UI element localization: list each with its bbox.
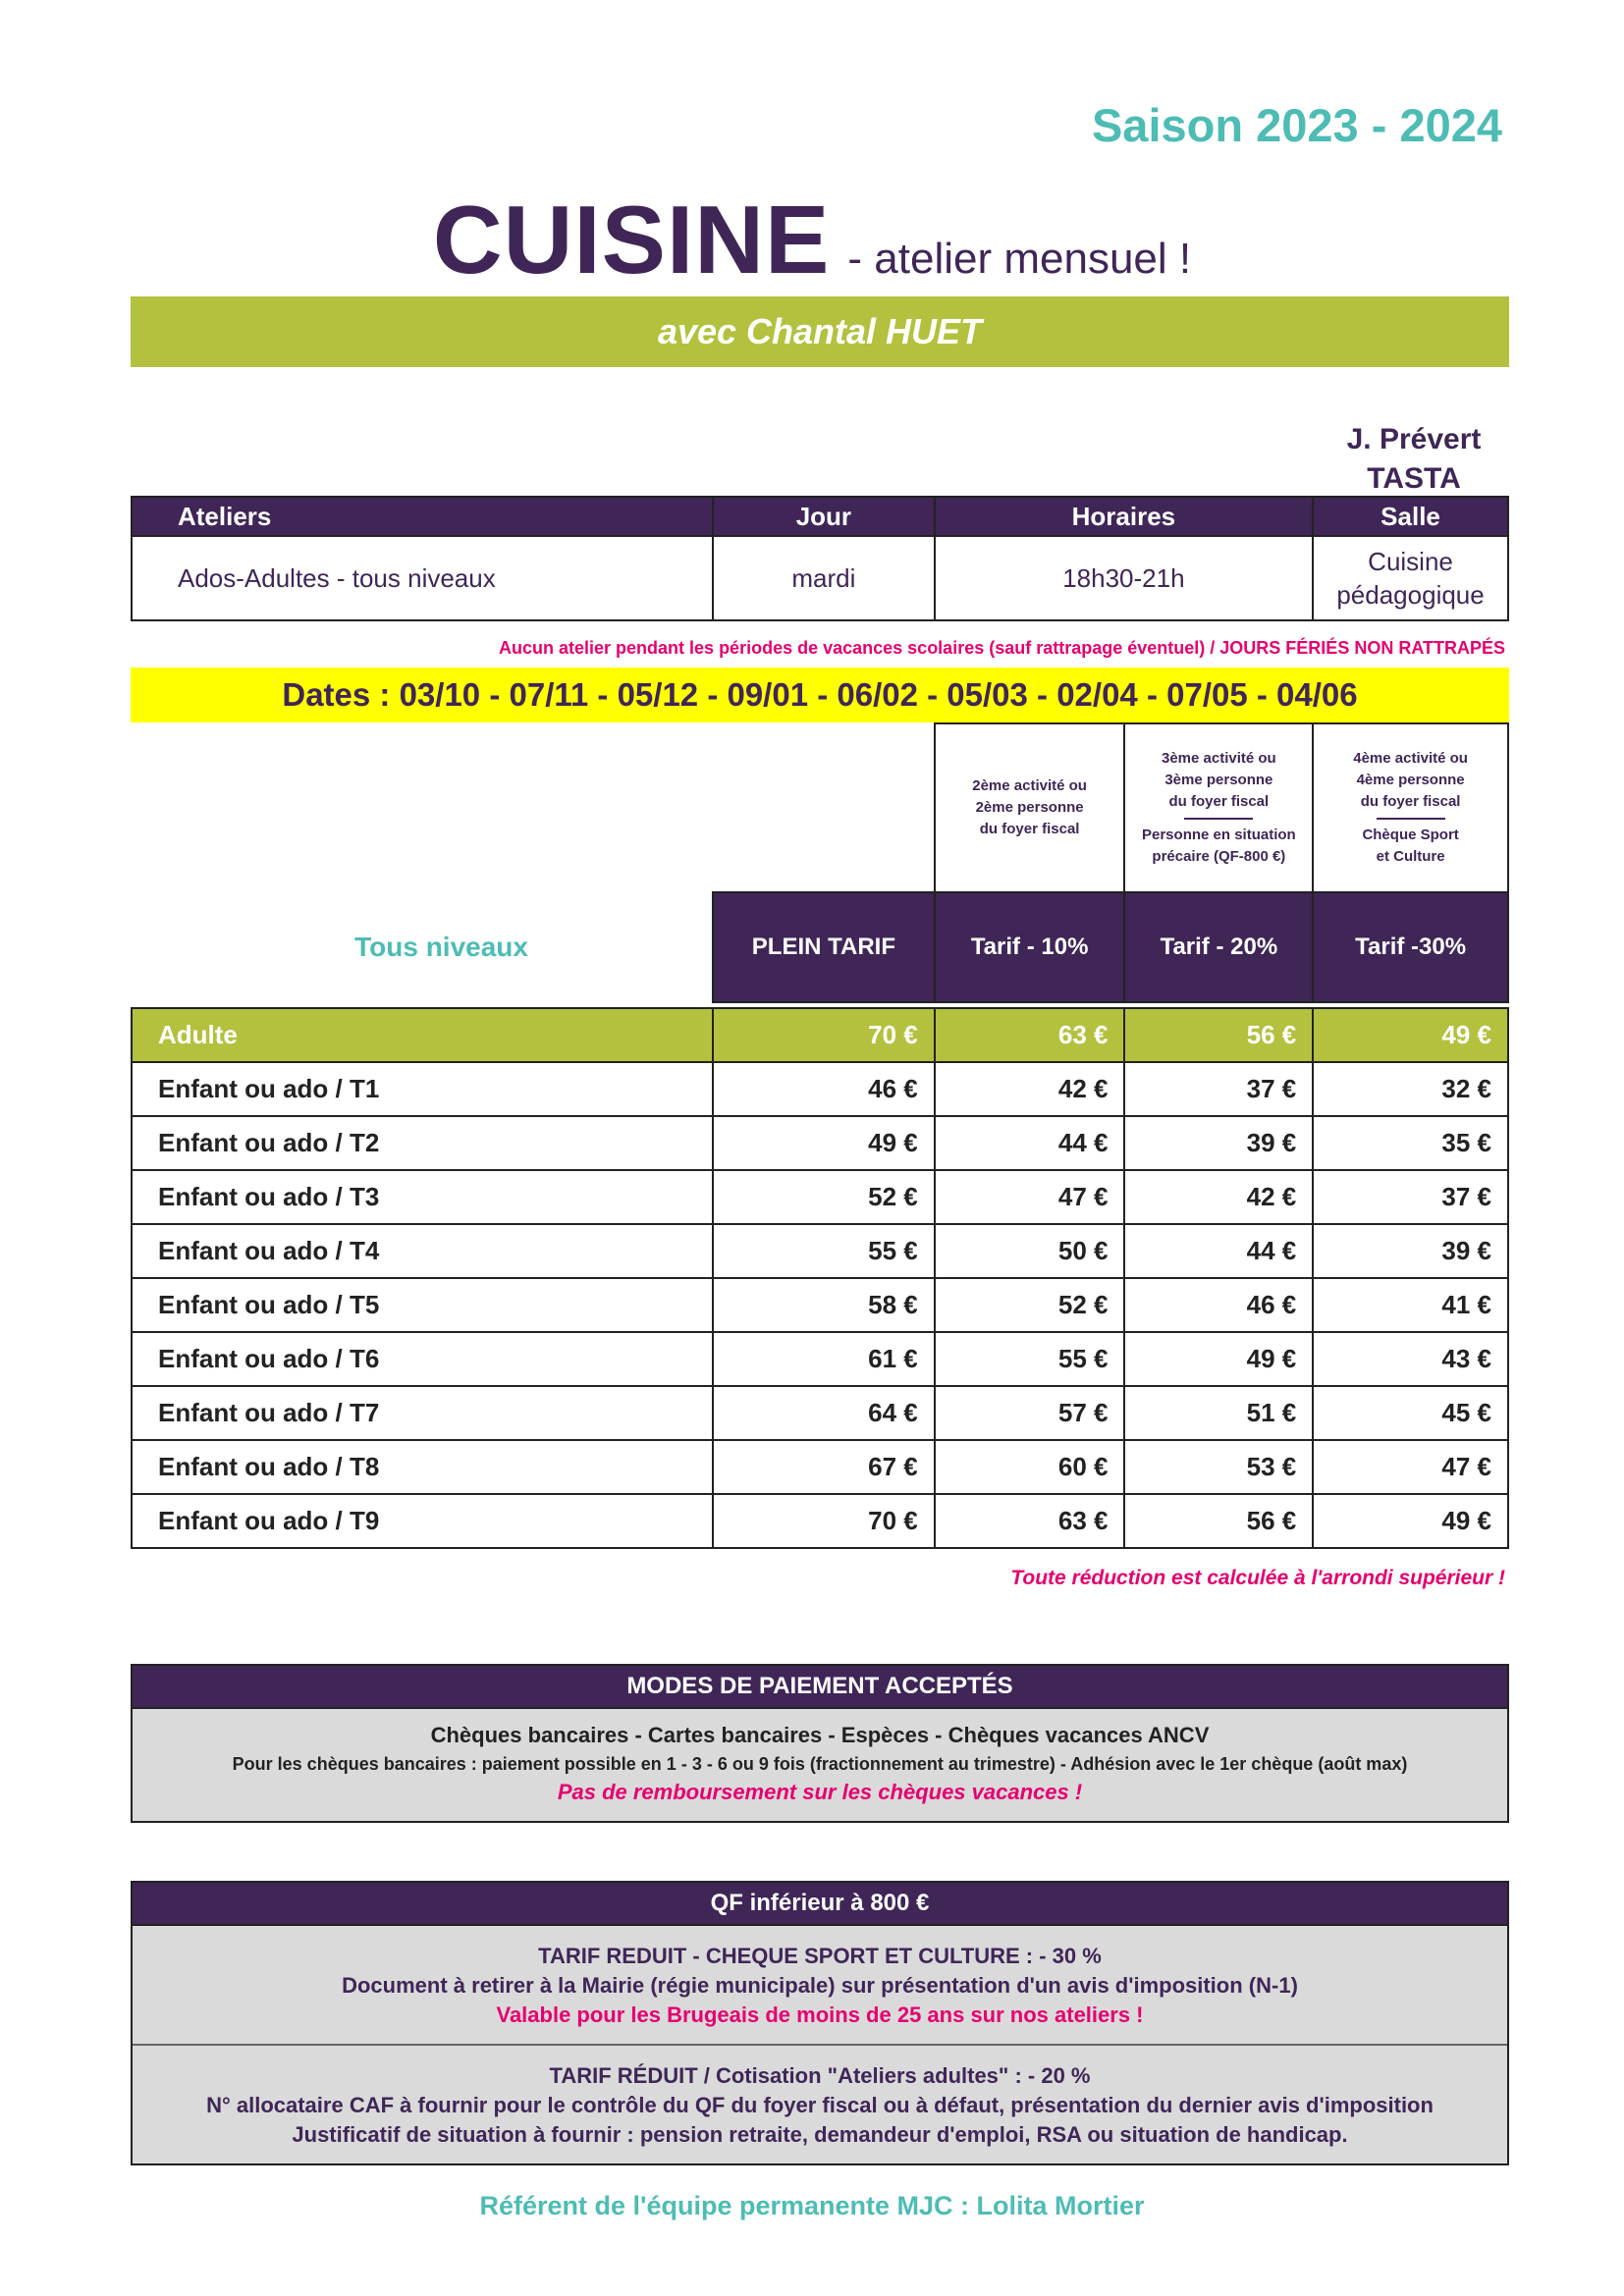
- desc-20-line: du foyer fiscal: [1168, 793, 1270, 810]
- table-row: [132, 1332, 1508, 1386]
- price-cell: 49 €: [1313, 1494, 1508, 1548]
- desc-30-line: 4ème personne: [1356, 772, 1465, 788]
- rounding-note: Toute réduction est calculée à l'arrondi supérieur !: [1010, 1567, 1505, 1589]
- schedule-header-row: [132, 497, 1508, 536]
- qf-box: [131, 1881, 1509, 2165]
- pricing-desc-10: [935, 723, 1125, 892]
- price-cell: 64 €: [713, 1386, 935, 1440]
- title-main: CUISINE: [432, 186, 831, 294]
- holiday-notice: Aucun atelier pendant les périodes de vacances scolaires (sauf rattrapage éventuel) / JOURS FÉRIÉS NON RATTRAPÉS: [499, 638, 1505, 658]
- schedule-jour: mardi: [713, 536, 935, 620]
- schedule-horaires: 18h30-21h: [935, 536, 1313, 620]
- qf-title: QF inférieur à 800 €: [133, 1883, 1507, 1926]
- row-label: Enfant ou ado / T3: [132, 1170, 713, 1224]
- row-label: Enfant ou ado / T1: [132, 1062, 713, 1116]
- price-cell: 55 €: [935, 1332, 1125, 1386]
- table-row: [132, 1170, 1508, 1224]
- qf-s1-line1: TARIF REDUIT - CHEQUE SPORT ET CULTURE : - 30 %: [538, 1944, 1102, 1968]
- price-cell: 63 €: [935, 1008, 1125, 1062]
- desc-30-line: 4ème activité ou: [1353, 750, 1468, 767]
- qf-section-adults: [133, 2044, 1507, 2163]
- venue-label: [1276, 420, 1551, 499]
- price-cell: 61 €: [713, 1332, 935, 1386]
- table-row: [132, 1440, 1508, 1494]
- pricing-table: [131, 722, 1509, 1549]
- footer-referent: Référent de l'équipe permanente MJC : Lolita Mortier: [479, 2191, 1145, 2220]
- price-cell: 63 €: [935, 1494, 1125, 1548]
- price-cell: 39 €: [1313, 1224, 1508, 1278]
- qf-s2-line1: TARIF RÉDUIT / Cotisation "Ateliers adultes" : - 20 %: [549, 2063, 1091, 2088]
- row-label: Enfant ou ado / T7: [132, 1386, 713, 1440]
- col-plein-tarif: PLEIN TARIF: [713, 892, 935, 1002]
- payment-body: [133, 1709, 1507, 1821]
- qf-s2-line2: N° allocataire CAF à fournir pour le contrôle du QF du foyer fiscal ou à défaut, présentation du dernier avis d'imposition: [206, 2093, 1434, 2117]
- price-cell: 70 €: [713, 1494, 935, 1548]
- col-tarif-20: Tarif - 20%: [1124, 892, 1313, 1002]
- price-cell: 49 €: [1124, 1332, 1313, 1386]
- price-cell: 47 €: [935, 1170, 1125, 1224]
- price-cell: 37 €: [1124, 1062, 1313, 1116]
- desc-20-line: 3ème activité ou: [1162, 750, 1276, 767]
- pricing-rows: [132, 1008, 1508, 1548]
- price-cell: 44 €: [1124, 1224, 1313, 1278]
- price-cell: 55 €: [713, 1224, 935, 1278]
- row-label: Enfant ou ado / T8: [132, 1440, 713, 1494]
- price-cell: 47 €: [1313, 1440, 1508, 1494]
- desc-10-line: 2ème activité ou: [972, 777, 1087, 794]
- price-cell: 41 €: [1313, 1278, 1508, 1332]
- price-cell: 57 €: [935, 1386, 1125, 1440]
- price-cell: 58 €: [713, 1278, 935, 1332]
- row-label: Enfant ou ado / T2: [132, 1116, 713, 1170]
- qf-s1-line3: Valable pour les Brugeais de moins de 25 ans sur nos ateliers !: [496, 2002, 1144, 2027]
- dates-bar: Dates : 03/10 - 07/11 - 05/12 - 09/01 - 06/02 - 05/03 - 02/04 - 07/05 - 04/06: [131, 667, 1509, 722]
- season-label: Saison 2023 - 2024: [1091, 99, 1502, 151]
- schedule-header-ateliers: Ateliers: [132, 497, 713, 536]
- price-cell: 39 €: [1124, 1116, 1313, 1170]
- divider: [1184, 818, 1253, 820]
- price-cell: 70 €: [713, 1008, 935, 1062]
- schedule-table: [131, 496, 1509, 621]
- row-label: Adulte: [132, 1008, 713, 1062]
- price-cell: 52 €: [935, 1278, 1125, 1332]
- price-cell: 42 €: [935, 1062, 1125, 1116]
- price-cell: 56 €: [1124, 1494, 1313, 1548]
- schedule-header-salle: Salle: [1313, 497, 1508, 536]
- title-subtitle: - atelier mensuel !: [847, 235, 1192, 283]
- price-cell: 49 €: [1313, 1008, 1508, 1062]
- payment-title: MODES DE PAIEMENT ACCEPTÉS: [133, 1666, 1507, 1709]
- table-row: [132, 1224, 1508, 1278]
- price-cell: 56 €: [1124, 1008, 1313, 1062]
- price-cell: 52 €: [713, 1170, 935, 1224]
- payment-methods: Chèques bancaires - Cartes bancaires - Espèces - Chèques vacances ANCV: [430, 1723, 1210, 1747]
- schedule-row: [132, 536, 1508, 620]
- price-cell: 49 €: [713, 1116, 935, 1170]
- payment-cheque-info: Pour les chèques bancaires : paiement possible en 1 - 3 - 6 ou 9 fois (fractionnement au trimestre) - Adhésion avec le 1er chèque (août max): [232, 1754, 1408, 1774]
- venue-line-2: TASTA: [1367, 462, 1461, 495]
- price-cell: 67 €: [713, 1440, 935, 1494]
- qf-section-sport: [133, 1926, 1507, 2044]
- qf-s2-line3: Justificatif de situation à fournir : pension retraite, demandeur d'emploi, RSA ou situation de handicap.: [292, 2122, 1348, 2147]
- pricing-desc-empty: [132, 723, 935, 892]
- price-cell: 32 €: [1313, 1062, 1508, 1116]
- pricing-desc-30: [1313, 723, 1508, 892]
- row-label: Enfant ou ado / T4: [132, 1224, 713, 1278]
- price-cell: 42 €: [1124, 1170, 1313, 1224]
- table-row: [132, 1116, 1508, 1170]
- table-row: [132, 1278, 1508, 1332]
- desc-20-line: 3ème personne: [1164, 772, 1273, 788]
- divider: [1377, 818, 1445, 820]
- schedule-salle-line-2: pédagogique: [1336, 580, 1485, 610]
- price-cell: 46 €: [1124, 1278, 1313, 1332]
- page-title: [0, 185, 1624, 295]
- row-label: Enfant ou ado / T9: [132, 1494, 713, 1548]
- table-row: [132, 1062, 1508, 1116]
- desc-30-line: du foyer fiscal: [1360, 793, 1461, 810]
- payment-no-refund: Pas de remboursement sur les chèques vacances !: [557, 1780, 1083, 1804]
- price-cell: 50 €: [935, 1224, 1125, 1278]
- schedule-atelier: Ados-Adultes - tous niveaux: [132, 536, 713, 620]
- price-cell: 53 €: [1124, 1440, 1313, 1494]
- col-tarif-30: Tarif -30%: [1313, 892, 1508, 1002]
- schedule-salle-line-1: Cuisine: [1368, 547, 1453, 576]
- price-cell: 44 €: [935, 1116, 1125, 1170]
- schedule-salle: [1313, 536, 1508, 620]
- pricing-desc-20: [1124, 723, 1313, 892]
- price-cell: 60 €: [935, 1440, 1125, 1494]
- price-cell: 46 €: [713, 1062, 935, 1116]
- qf-body: [133, 1926, 1507, 2163]
- schedule-header-jour: Jour: [713, 497, 935, 536]
- payment-box: [131, 1664, 1509, 1823]
- pricing-desc-row: [132, 723, 1508, 892]
- desc-30-line: Chèque Sport: [1362, 827, 1459, 843]
- price-cell: 51 €: [1124, 1386, 1313, 1440]
- desc-20-line: précaire (QF-800 €): [1152, 848, 1286, 865]
- price-cell: 35 €: [1313, 1116, 1508, 1170]
- price-cell: 45 €: [1313, 1386, 1508, 1440]
- schedule-header-horaires: Horaires: [935, 497, 1313, 536]
- row-label: Enfant ou ado / T6: [132, 1332, 713, 1386]
- level-label: Tous niveaux: [354, 932, 528, 962]
- price-cell: 43 €: [1313, 1332, 1508, 1386]
- qf-s1-line2: Document à retirer à la Mairie (régie municipale) sur présentation d'un avis d'imposition (N-1): [342, 1973, 1298, 1998]
- instructor-banner: avec Chantal HUET: [131, 296, 1509, 367]
- row-label: Enfant ou ado / T5: [132, 1278, 713, 1332]
- table-row: [132, 1494, 1508, 1548]
- venue-line-1: J. Prévert: [1346, 423, 1482, 455]
- col-tarif-10: Tarif - 10%: [935, 892, 1125, 1002]
- desc-30-line: et Culture: [1376, 848, 1445, 865]
- pricing-header-row: [132, 892, 1508, 1002]
- price-cell: 37 €: [1313, 1170, 1508, 1224]
- desc-10-line: du foyer fiscal: [979, 821, 1080, 837]
- table-row: [132, 1386, 1508, 1440]
- desc-20-line: Personne en situation: [1142, 827, 1296, 843]
- desc-10-line: 2ème personne: [975, 799, 1084, 816]
- table-row: [132, 1008, 1508, 1062]
